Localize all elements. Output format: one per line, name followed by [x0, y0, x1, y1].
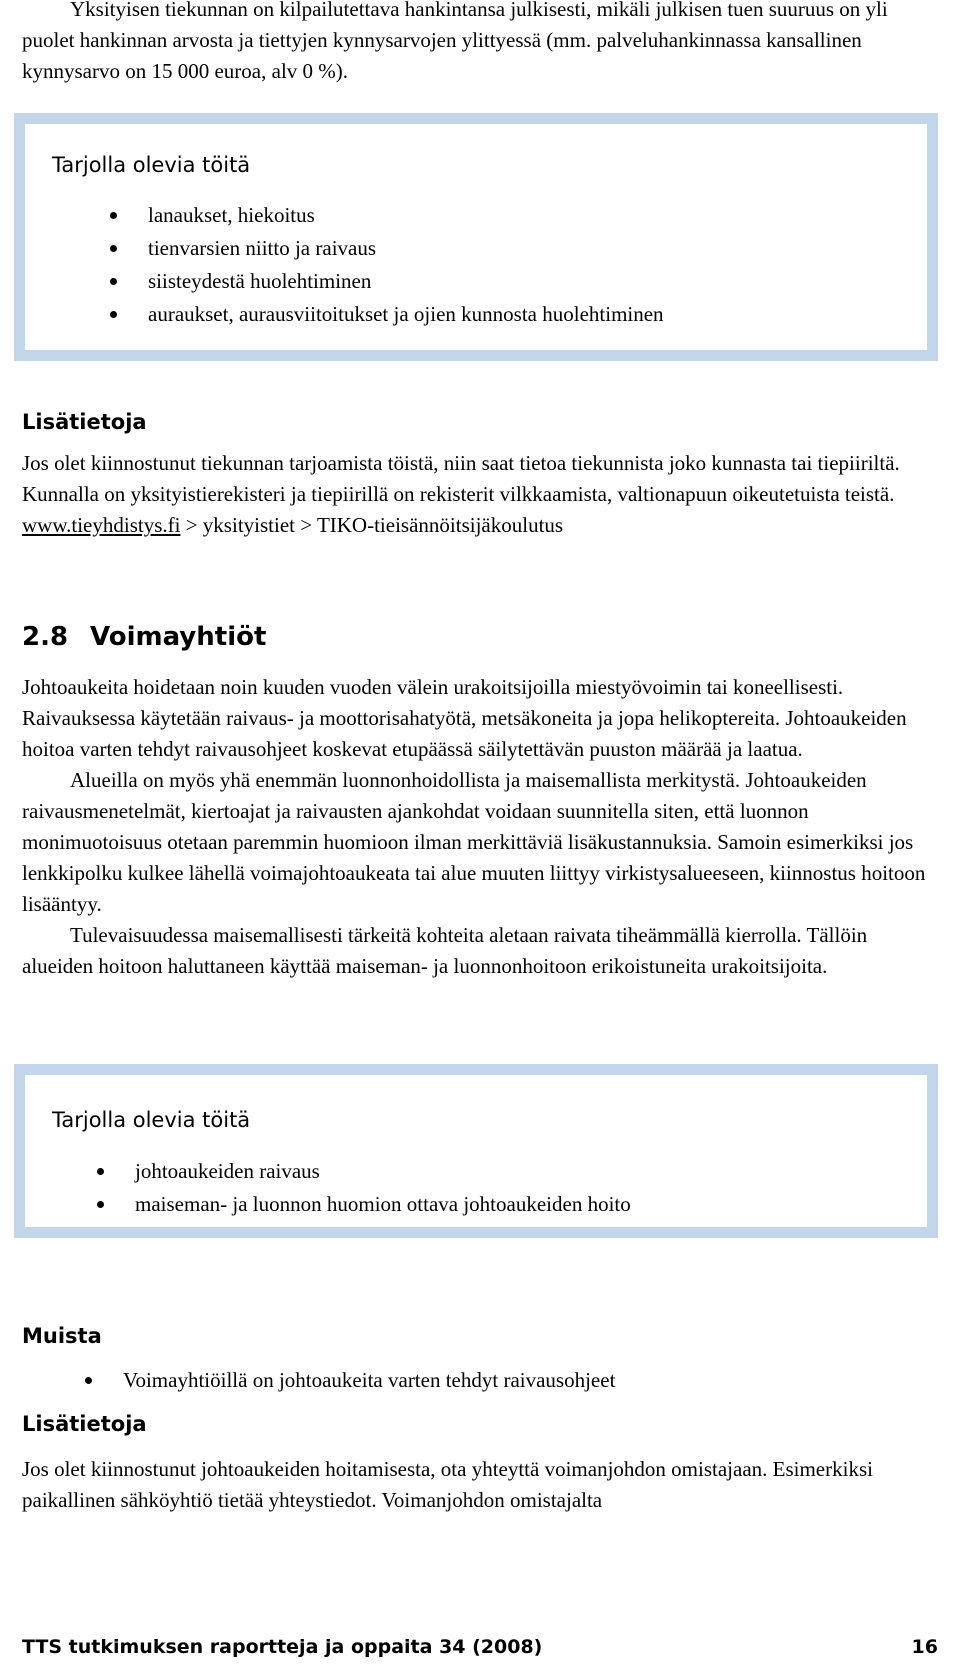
- list-item: auraukset, aurausviitoitukset ja ojien kunnosta huolehtiminen: [110, 299, 664, 332]
- bullet-icon: [110, 212, 117, 219]
- page-number: 16: [911, 1636, 938, 1658]
- bullet-icon: [85, 1377, 92, 1384]
- section-title: Voimayhtiöt: [90, 622, 267, 652]
- list-item: siisteydestä huolehtiminen: [110, 266, 664, 299]
- bullet-icon: [110, 278, 117, 285]
- info-paragraph: Jos olet kiinnostunut johtoaukeiden hoitamisesta, ota yhteyttä voimanjohdon omistajaan. Esimerkiksi paikallinen sähköyhtiö tietää yhteystiedot. Voimanjohdon omistajalta: [22, 1457, 873, 1512]
- section-paragraph: Tulevaisuudessa maisemallisesti tärkeitä kohteita aletaan raivata tiheämmällä kierrolla. Tällöin alueiden hoitoon haluttaneen käyttää maiseman- ja luonnonhoitoon erikoistuneita urakoitsijoita.: [22, 923, 868, 978]
- list-item: tienvarsien niitto ja raivaus: [110, 233, 664, 266]
- section-number: 2.8: [22, 622, 69, 652]
- jobs-list: [110, 200, 664, 332]
- website-link[interactable]: www.tieyhdistys.fi: [22, 513, 181, 537]
- bullet-icon: [110, 311, 117, 318]
- bullet-icon: [97, 1168, 104, 1175]
- box-heading: Tarjolla olevia töitä: [52, 153, 251, 177]
- intro-paragraph: Yksityisen tiekunnan on kilpailutettava hankintansa julkisesti, mikäli julkisen tuen suuruus on yli puolet hankinnan arvosta ja tiettyjen kynnysarvojen ylittyessä (mm. palveluhankinnassa kansallinen kynnysarvo on 15 000 euroa, alv 0 %).: [22, 0, 888, 83]
- report-series: TTS tutkimuksen raportteja ja oppaita 34 (2008): [22, 1636, 543, 1658]
- list-item: lanaukset, hiekoitus: [110, 200, 664, 233]
- list-item: Voimayhtiöillä on johtoaukeita varten tehdyt raivausohjeet: [85, 1365, 615, 1398]
- info-paragraph: [22, 448, 937, 541]
- info-heading: Lisätietoja: [22, 1412, 147, 1436]
- link-path: > yksityistiet > TIKO-tieisännöitsijäkoulutus: [180, 513, 564, 537]
- jobs-box-roads: [14, 113, 938, 361]
- section-heading: [22, 622, 266, 652]
- box-heading: Tarjolla olevia töitä: [52, 1108, 251, 1132]
- section-paragraph: Alueilla on myös yhä enemmän luonnonhoidollista ja maisemallista merkitystä. Johtoaukeiden raivausmenetelmät, kiertoajat ja raivausten ajankohdat voidaan suunnitella siten, että luonnon monimuotoisuus otetaan paremmin huomioon ilman merkittäviä lisäkustannuksia. Samoin esimerkiksi jos lenkkipolku kulkee lähellä voimajohtoaukeata tai alue muuten liittyy virkistysalueeseen, kiinnostus hoitoon lisääntyy.: [22, 768, 926, 916]
- list-item: johtoaukeiden raivaus: [97, 1156, 631, 1189]
- bullet-icon: [110, 245, 117, 252]
- section-paragraph: Johtoaukeita hoidetaan noin kuuden vuoden välein urakoitsijoilla miestyövoimin tai koneellisesti. Raivauksessa käytetään raivaus- ja moottorisahatyötä, metsäkoneita ja jopa helikoptereita. Johtoaukeiden hoitoa varten tehdyt raivausohjeet koskevat etupäässä säilytettävän puuston määrää ja laatua.: [22, 675, 907, 761]
- info-heading: Lisätietoja: [22, 410, 147, 434]
- bullet-icon: [97, 1201, 104, 1208]
- jobs-list: [97, 1156, 631, 1222]
- list-item: maiseman- ja luonnon huomion ottava johtoaukeiden hoito: [97, 1189, 631, 1222]
- remember-list: [85, 1365, 615, 1398]
- remember-heading: Muista: [22, 1324, 102, 1348]
- info-link-line: [22, 510, 937, 541]
- section-body: [22, 672, 937, 982]
- jobs-box-power: [14, 1064, 938, 1238]
- page-footer: [22, 1636, 938, 1658]
- info-text: Jos olet kiinnostunut tiekunnan tarjoamista töistä, niin saat tietoa tiekunnista joko kunnasta tai tiepiiriltä. Kunnalla on yksityistierekisteri ja tiepiirillä on rekisterit vilkkaamista, valtionapuun oikeutetuista teistä.: [22, 451, 900, 506]
